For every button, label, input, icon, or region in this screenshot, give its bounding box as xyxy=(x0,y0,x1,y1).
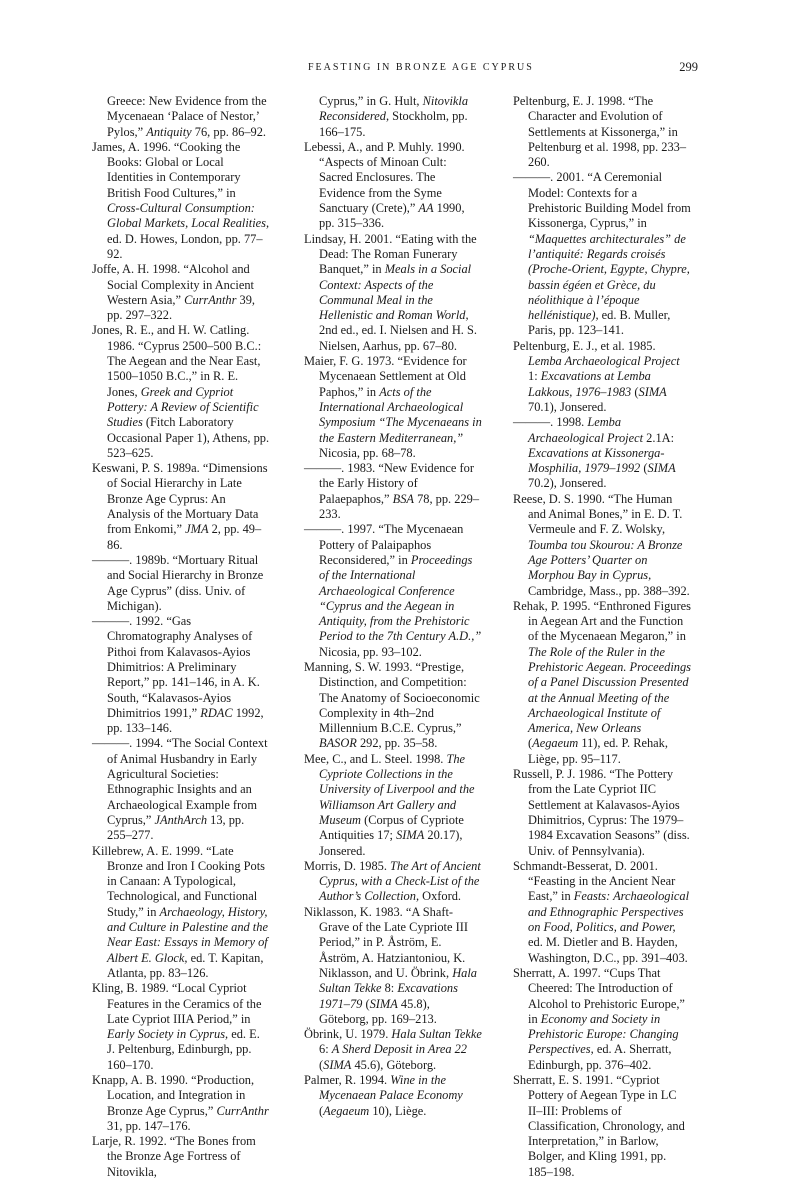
entry-text: 45.6), Göteborg. xyxy=(351,1057,437,1072)
entry-text: 13, pp. 255–277. xyxy=(107,812,245,843)
entry-text: 76, pp. 86–92. xyxy=(191,124,267,139)
bibliography-entry xyxy=(92,1073,270,1134)
italic-title-text: Greek and Cypriot Pottery: A Review of Scientific Studies xyxy=(107,384,259,430)
entry-text: Peltenburg, E. J., et al. 1985. xyxy=(513,338,656,353)
bibliography-entry xyxy=(304,859,482,905)
bibliography-entry xyxy=(513,599,691,767)
entry-text: Knapp, A. B. 1990. “Production, Location, and Integration in Bronze Age Cyprus,” xyxy=(92,1073,255,1118)
italic-title-text: SIMA xyxy=(396,828,425,843)
entry-text: 45.8), Göteborg, pp. 169–213. xyxy=(319,996,437,1026)
entry-text: Joffe, A. H. 1998. “Alcohol and Social Complexity in Ancient Western Asia,” xyxy=(92,262,254,307)
entry-text: ( xyxy=(640,461,648,476)
bibliography-entry xyxy=(304,94,482,140)
italic-title-text: RDAC xyxy=(200,705,233,720)
entry-text: Keswani, P. S. 1989a. “Dimensions of Social Hierarchy in Late Bronze Age Cyprus: An Analysis of the Mortuary Data from Enkomi,” xyxy=(92,461,268,537)
entry-text: Oxford. xyxy=(419,889,462,904)
bibliography-entry xyxy=(92,614,270,736)
entry-text: 10), Liège. xyxy=(369,1103,427,1118)
entry-text: Nicosia, pp. 68–78. xyxy=(319,445,416,460)
entry-text: 2.1A: xyxy=(643,430,675,445)
bibliography-entry xyxy=(513,339,691,415)
entry-text: Rehak, P. 1995. “Enthroned Figures in Aegean Art and the Function of the Mycenaean Megaron,” in xyxy=(513,598,691,644)
bibliography-entry xyxy=(92,140,270,262)
italic-title-text: Aegaeum xyxy=(323,1103,370,1118)
entry-text: Sherratt, A. 1997. “Cups That Cheered: The Introduction of Alcohol to Prehistoric Europe,” in xyxy=(513,965,685,1026)
entry-text: ed. T. Kapitan, Atlanta, pp. 83–126. xyxy=(107,950,264,980)
entry-text: Maier, F. G. 1973. “Evidence for Mycenaean Settlement at Old Paphos,” in xyxy=(304,354,467,399)
italic-title-text: The Role of the Ruler in the Prehistoric Aegean. Proceedings of a Panel Discussion Presented at the Annual Meeting of the Archaeological Institute of America, New Orleans xyxy=(528,644,691,736)
italic-title-text: BSA xyxy=(392,491,414,506)
entry-text: Lebessi, A., and P. Muhly. 1990. “Aspects of Minoan Cult: Sacred Enclosures. The Evidence from the Syme Sanctuary (Crete),” xyxy=(304,139,465,216)
entry-text: Manning, S. W. 1993. “Prestige, Distinction, and Competition: The Anatomy of Socioeconomic Complexity in 4th–2nd Millennium B.C.E. Cyprus,” xyxy=(304,659,480,736)
entry-text: 8: xyxy=(381,981,398,996)
entry-text: ———. 1983. “New Evidence for the Early History of Palaepaphos,” xyxy=(304,461,474,506)
italic-title-text: The Cypriote Collections in the University of Liverpool and the Williamson Art Gallery and Museum xyxy=(319,751,475,827)
italic-title-text: AA xyxy=(418,201,434,216)
italic-title-text: BASOR xyxy=(319,736,357,751)
italic-title-text: Early Society in Cyprus, xyxy=(107,1027,229,1042)
entry-text: 6: xyxy=(319,1042,332,1057)
entry-text: 70.1), Jonsered. xyxy=(528,399,607,414)
entry-text: Mee, C., and L. Steel. 1998. xyxy=(304,751,447,766)
bibliography-entry xyxy=(513,767,691,859)
bibliography-entry xyxy=(513,966,691,1073)
entry-text: ———. 1997. “The Mycenaean Pottery of Palaipaphos Reconsidered,” in xyxy=(304,522,464,567)
bibliography-entry xyxy=(304,1027,482,1073)
entry-text: ———. 2001. “A Ceremonial Model: Contexts for a Prehistoric Building Model from Kissonerga, Cyprus,” in xyxy=(513,170,691,231)
entry-text: ed. A. Sherratt, Edinburgh, pp. 376–402. xyxy=(528,1042,672,1072)
bibliography-entry xyxy=(304,905,482,1027)
bibliography-column-1 xyxy=(92,94,270,1180)
italic-title-text: Toumba tou Skourou: A Bronze Age Potters’ Quarter on Morphou Bay in Cyprus, xyxy=(528,537,683,583)
entry-text: 31, pp. 147–176. xyxy=(107,1118,191,1133)
entry-text: Lindsay, H. 2001. “Eating with the Dead: The Roman Funerary Banquet,” in xyxy=(304,231,477,277)
bibliography-column-2 xyxy=(304,94,482,1119)
entry-text: Sherratt, E. S. 1991. “Cypriot Pottery of Aegean Type in LC II–III: Problems of Classification, Chronology, and Interpretation,” in Barlow, Bolger, and Kling 1991, pp. 185–198. xyxy=(513,1073,685,1179)
entry-text: 2, pp. 49–86. xyxy=(107,522,262,552)
italic-title-text: Meals in a Social Context: Aspects of the Communal Meal in the Hellenistic and Roman World, xyxy=(319,262,472,323)
entry-text: Jones, R. E., and H. W. Catling. 1986. “Cyprus 2500–500 B.C.: The Aegean and the Near East, 1500–1050 B.C.,” in R. E. Jones, xyxy=(92,323,262,399)
running-header xyxy=(96,62,698,78)
bibliography-entry xyxy=(304,354,482,461)
entry-text: ———. 1989b. “Mortuary Ritual and Social Hierarchy in Bronze Age Cyprus” (diss. Univ. of Michigan). xyxy=(92,552,264,613)
page-number: 299 xyxy=(679,60,698,74)
entry-text: ( xyxy=(319,1103,324,1118)
italic-title-text: Acts of the International Archaeological Symposium “The Mycenaeans in the Eastern Mediterranean,” xyxy=(319,384,482,445)
italic-title-text: Hala Sultan Tekke xyxy=(319,965,477,996)
italic-title-text: SIMA xyxy=(369,996,398,1011)
entry-text: ed. D. Howes, London, pp. 77–92. xyxy=(107,231,263,261)
bibliography-entry xyxy=(92,844,270,982)
entry-text: Cyprus,” in G. Hult, xyxy=(319,94,423,108)
entry-text: Peltenburg, E. J. 1998. “The Character and Evolution of Settlements at Kissonerga,” in Peltenburg et al. 1998, pp. 233–260. xyxy=(513,94,687,170)
entry-text: Russell, P. J. 1986. “The Pottery from the Late Cypriot IIC Settlement at Kalavasos-Ayios Dhimitrios, Cyprus: The 1979–1984 Excavation Seasons” (diss. Univ. of Pennsylvania). xyxy=(513,767,690,858)
entry-text: James, A. 1996. “Cooking the Books: Global or Local Identities in Contemporary British Food Cultures,” in xyxy=(92,139,241,200)
entry-text: 292, pp. 35–58. xyxy=(356,736,438,751)
entry-text: Palmer, R. 1994. xyxy=(304,1073,391,1087)
bibliography-column-3 xyxy=(513,94,691,1180)
entry-text: 39, pp. 297–322. xyxy=(107,292,256,323)
entry-text: (Fitch Laboratory Occasional Paper 1), Athens, pp. 523–625. xyxy=(107,415,270,460)
italic-title-text: Lemba Archaeological Project xyxy=(528,415,644,445)
bibliography-entry xyxy=(513,1073,691,1180)
italic-title-text: Archaeology, History, and Culture in Palestine and the Near East: Essays in Memory of Albert E. Glock, xyxy=(107,904,268,965)
entry-text: 2nd ed., ed. I. Nielsen and H. S. Nielsen, Aarhus, pp. 67–80. xyxy=(319,323,477,353)
entry-text: 11), ed. P. Rehak, Liège, pp. 95–117. xyxy=(528,736,668,766)
entry-text: ———. 1994. “The Social Context of Animal Husbandry in Early Agricultural Societies: Ethnographic Insights and an Archaeological Example from Cyprus,” xyxy=(92,736,268,827)
italic-title-text: A Sherd Deposit in Area 22 xyxy=(331,1042,468,1057)
bibliography-entry xyxy=(513,415,691,491)
entry-text: Reese, D. S. 1990. “The Human and Animal Bones,” in E. D. T. Vermeule and F. Z. Wolsky, xyxy=(513,491,683,537)
entry-text: Niklasson, K. 1983. “A Shaft-Grave of the Late Cypriote III Period,” in P. Åström, E. Åström, A. Hatziantoniou, K. Niklasson, and U. Öbrink, xyxy=(304,904,468,980)
entry-text: Cambridge, Mass., pp. 388–392. xyxy=(528,583,690,598)
entry-text: 1: xyxy=(528,369,541,384)
entry-text: ( xyxy=(362,996,370,1011)
entry-text: Killebrew, A. E. 1999. “Late Bronze and Iron I Cooking Pots in Canaan: A Typological, Technological, and Functional Study,” in xyxy=(92,843,265,919)
bibliography-entry xyxy=(304,752,482,859)
italic-title-text: Wine in the Mycenaean Palace Economy xyxy=(319,1073,463,1103)
italic-title-text: SIMA xyxy=(647,461,676,476)
italic-title-text: Excavations at Kissonerga-Mosphilia, 1979–1992 xyxy=(528,445,665,476)
bibliography-entry xyxy=(513,492,691,599)
entry-text: 1990, pp. 315–336. xyxy=(319,201,465,231)
bibliography-entry xyxy=(92,323,270,461)
italic-title-text: Antiquity xyxy=(146,124,192,139)
bibliography-entry xyxy=(92,262,270,323)
entry-text: 20.17), Jonsered. xyxy=(319,828,463,858)
entry-text: ( xyxy=(528,736,533,751)
italic-title-text: Nitovikla Reconsidered, xyxy=(319,94,469,124)
italic-title-text: The Art of Ancient Cyprus, with a Check-List of the Author’s Collection, xyxy=(319,858,481,904)
italic-title-text: Hala Sultan Tekke xyxy=(391,1027,482,1042)
italic-title-text: Feasts: Archaeological and Ethnographic Perspectives on Food, Politics, and Power, xyxy=(528,889,690,935)
italic-title-text: CurrAnthr xyxy=(216,1103,269,1118)
entry-text: Larje, R. 1992. “The Bones from the Bronze Age Fortress of Nitovikla, xyxy=(92,1134,256,1179)
entry-text: ———. 1998. xyxy=(513,415,588,430)
bibliography-entry xyxy=(92,1134,270,1180)
entry-text: Stockholm, pp. 166–175. xyxy=(319,109,468,139)
bibliography-entry xyxy=(304,461,482,522)
italic-title-text: JMA xyxy=(185,522,209,537)
entry-text: Kling, B. 1989. “Local Cypriot Features in the Ceramics of the Late Cypriot IIIA Period,” in xyxy=(92,981,262,1026)
bibliography-entry xyxy=(92,736,270,843)
italic-title-text: Economy and Society in Prehistoric Europe: Changing Perspectives, xyxy=(528,1011,679,1057)
bibliography-entry xyxy=(92,981,270,1073)
bibliography-entry xyxy=(92,94,270,140)
bibliography-entry xyxy=(304,1073,482,1119)
bibliography-entry xyxy=(513,94,691,170)
running-title: FEASTING IN BRONZE AGE CYPRUS xyxy=(308,62,534,73)
italic-title-text: Excavations at Lemba Lakkous, 1976–1983 xyxy=(528,369,651,399)
bibliography-entry xyxy=(304,522,482,660)
entry-text: Nicosia, pp. 93–102. xyxy=(319,644,422,659)
entry-text: Greece: New Evidence from the Mycenaean ‘Palace of Nestor,’ Pylos,” xyxy=(107,94,267,139)
italic-title-text: Lemba Archaeological Project xyxy=(528,354,680,369)
italic-title-text: CurrAnthr xyxy=(184,292,237,307)
entry-text: Schmandt-Besserat, D. 2001. “Feasting in the Ancient Near East,” in xyxy=(513,858,676,904)
bibliography-entry xyxy=(92,461,270,553)
italic-title-text: Aegaeum xyxy=(532,736,579,751)
bibliography-entry xyxy=(92,553,270,614)
entry-text: ( xyxy=(319,1057,324,1072)
italic-title-text: “Maquettes architecturales” de l’antiquité: Regards croisés (Proche-Orient, Egypte, Chypre, bassin égéen et Grèce, du néolithique à l’époque hellénistique), xyxy=(528,231,690,323)
entry-text: 1992, pp. 133–146. xyxy=(107,705,264,736)
entry-text: ed. E. J. Peltenburg, Edinburgh, pp. 160–170. xyxy=(107,1027,260,1072)
entry-text: (Corpus of Cypriote Antiquities 17; xyxy=(319,812,464,843)
entry-text: ———. 1992. “Gas Chromatography Analyses of Pithoi from Kalavasos-Ayios Dhimitrios: A Preliminary Report,” pp. 141–146, in A. K. South, “Kalavasos-Ayios Dhimitrios 1991,” xyxy=(92,614,260,720)
italic-title-text: SIMA xyxy=(638,384,667,399)
entry-text: Morris, D. 1985. xyxy=(304,858,391,873)
entry-text: ed. B. Muller, Paris, pp. 123–141. xyxy=(528,308,671,338)
entry-text: 78, pp. 229–233. xyxy=(319,491,480,522)
bibliography-entry xyxy=(513,170,691,338)
italic-title-text: SIMA xyxy=(323,1057,352,1072)
bibliography-entry xyxy=(304,660,482,752)
entry-text: ( xyxy=(631,384,639,399)
entry-text: Öbrink, U. 1979. xyxy=(304,1027,392,1042)
italic-title-text: Excavations 1971–79 xyxy=(319,981,458,1011)
italic-title-text: Proceedings of the International Archaeological Conference “Cyprus and the Aegean in Antiquity, from the Prehistoric Period to the 7th Century A.D.,” xyxy=(319,552,482,644)
italic-title-text: JAnthArch xyxy=(154,812,208,827)
bibliography-entry xyxy=(513,859,691,966)
italic-title-text: Cross-Cultural Consumption: Global Markets, Local Realities, xyxy=(107,201,270,231)
entry-text: ed. M. Dietler and B. Hayden, Washington, D.C., pp. 391–403. xyxy=(528,935,688,965)
bibliography-entry xyxy=(304,232,482,354)
bibliography-entry xyxy=(304,140,482,232)
entry-text: 70.2), Jonsered. xyxy=(528,476,607,491)
